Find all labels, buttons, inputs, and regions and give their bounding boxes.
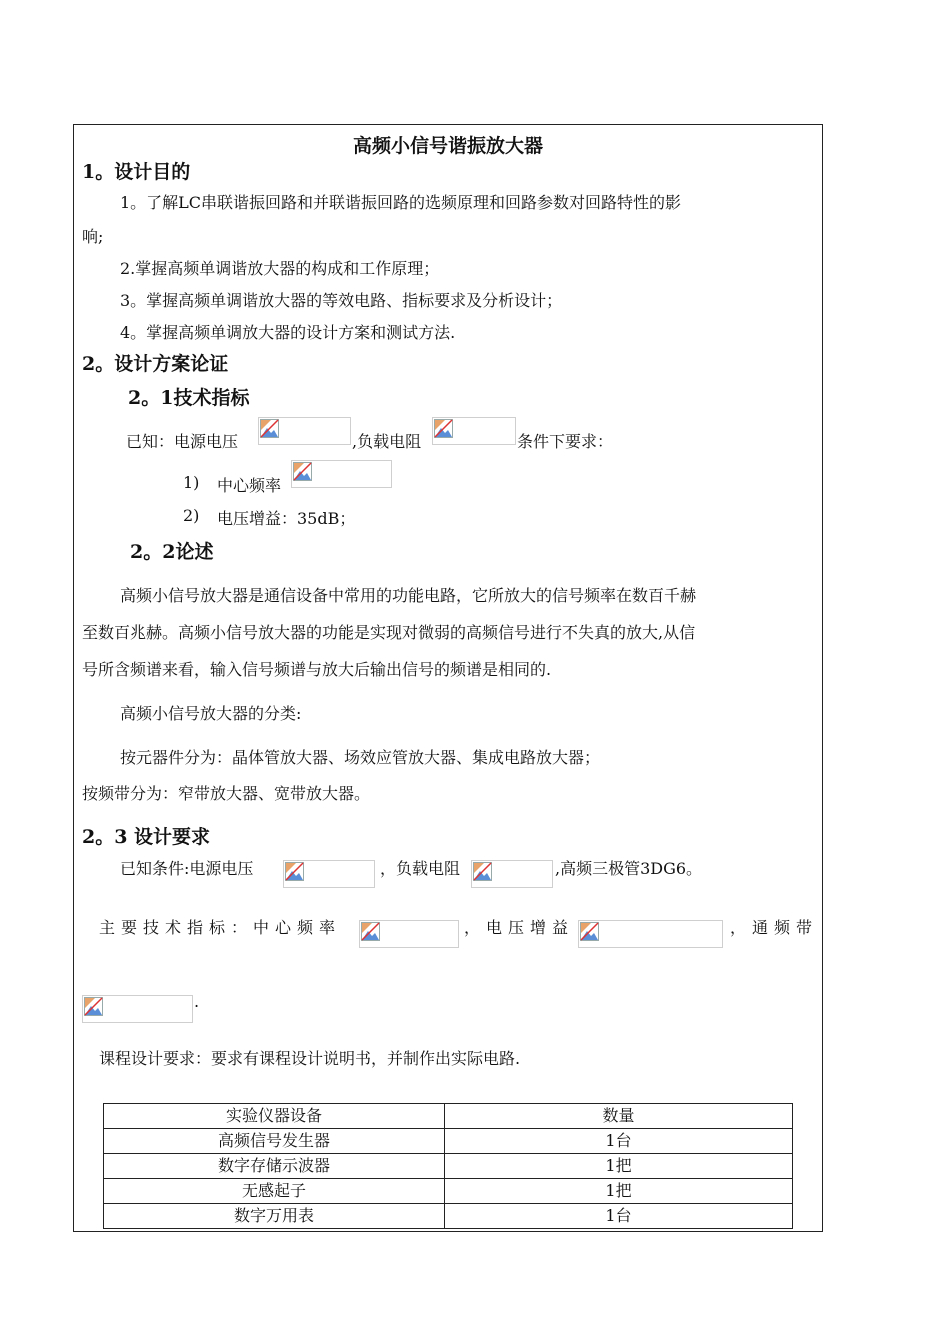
broken-image-icon [291, 460, 392, 488]
req2-voltage-gain: 电压增益：35dB； [217, 509, 356, 528]
main-spec-gain-label: ，电压增益 [464, 918, 575, 937]
known-condition-label: 条件下要求： [517, 432, 614, 451]
table-header-quantity: 数量 [445, 1104, 793, 1129]
objective-2: 2.掌握高频单调谐放大器的构成和工作原理； [120, 259, 440, 278]
table-header-row [104, 1104, 793, 1129]
table-cell-quantity: 1把 [445, 1179, 793, 1204]
subsection-2-1-heading: 2。1技术指标 [128, 387, 250, 409]
table-cell-quantity: 1把 [445, 1154, 793, 1179]
broken-image-icon [471, 860, 553, 888]
table-cell-quantity: 1台 [445, 1129, 793, 1154]
req-known-supply-label: 已知条件:电源电压 [120, 859, 254, 878]
objective-1a: 1。了解LC串联谐振回路和并联谐振回路的选频原理和回路参数对回路特性的影 [120, 193, 682, 212]
objective-3: 3。掌握高频单调谐放大器的等效电路、指标要求及分析设计； [120, 291, 563, 310]
table-row [104, 1154, 793, 1179]
known-load-label: ,负载电阻 [352, 432, 422, 451]
classification-intro: 高频小信号放大器的分类: [120, 704, 302, 723]
req1-center-freq: 中心频率 [217, 476, 282, 495]
table-cell-equipment: 无感起子 [104, 1179, 445, 1204]
broken-image-icon [283, 860, 375, 888]
section-2-3-heading: 2。3 设计要求 [82, 826, 211, 848]
req1-number: 1) [183, 473, 200, 492]
discussion-line-3: 号所含频谱来看，输入信号频谱与放大后输出信号的频谱是相同的. [82, 660, 552, 679]
main-spec-bandwidth-label: ，通频带 [730, 918, 819, 937]
main-spec-end: . [194, 992, 200, 1011]
course-requirement: 课程设计要求：要求有课程设计说明书，并制作出实际电路. [99, 1049, 521, 1068]
broken-image-icon [82, 995, 193, 1023]
main-spec-center-freq-label: 主要技术指标：中心频率 [99, 918, 342, 937]
classification-by-component: 按元器件分为：晶体管放大器、场效应管放大器、集成电路放大器； [120, 748, 601, 767]
table-row [104, 1204, 793, 1229]
section-1-heading: 1。设计目的 [82, 161, 191, 183]
classification-by-band: 按频带分为：窄带放大器、宽带放大器。 [82, 784, 371, 803]
table-cell-quantity: 1台 [445, 1204, 793, 1229]
broken-image-icon [578, 920, 723, 948]
objective-1b: 响; [82, 227, 104, 246]
table-row [104, 1179, 793, 1204]
req-known-transistor: ,高频三极管3DG6。 [555, 859, 703, 878]
objective-4: 4。掌握高频单调放大器的设计方案和测试方法. [120, 323, 456, 342]
subsection-2-2-heading: 2。2论述 [130, 541, 214, 563]
req2-number: 2) [183, 506, 200, 525]
table-cell-equipment: 数字存储示波器 [104, 1154, 445, 1179]
req-known-load-label: ，负载电阻 [380, 859, 461, 878]
broken-image-icon [432, 417, 516, 445]
equipment-table [103, 1103, 793, 1229]
discussion-line-1: 高频小信号放大器是通信设备中常用的功能电路，它所放大的信号频率在数百千赫 [120, 586, 697, 605]
page-title: 高频小信号谐振放大器 [352, 135, 543, 157]
discussion-line-2: 至数百兆赫。高频小信号放大器的功能是实现对微弱的高频信号进行不失真的放大,从信 [82, 623, 696, 642]
table-header-equipment: 实验仪器设备 [104, 1104, 445, 1129]
table-cell-equipment: 高频信号发生器 [104, 1129, 445, 1154]
broken-image-icon [258, 417, 351, 445]
table-row [104, 1129, 793, 1154]
known-supply-label: 已知：电源电压 [126, 432, 239, 451]
broken-image-icon [359, 920, 459, 948]
table-cell-equipment: 数字万用表 [104, 1204, 445, 1229]
section-2-heading: 2。设计方案论证 [82, 353, 229, 375]
